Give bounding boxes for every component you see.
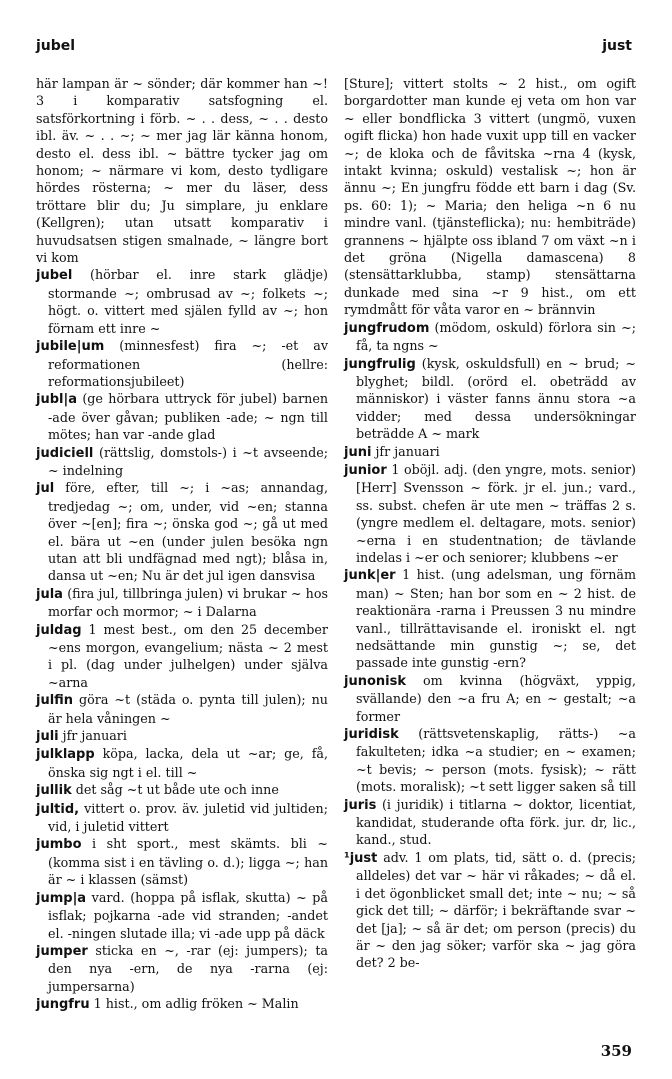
entry-headword: jubel xyxy=(36,268,73,284)
dictionary-entry xyxy=(344,566,636,671)
dictionary-entry xyxy=(344,319,636,355)
entry-headword: junk|er xyxy=(344,568,396,584)
running-head-left: jubel xyxy=(36,38,76,54)
dictionary-entry xyxy=(36,800,328,836)
right-column xyxy=(344,75,636,972)
left-column xyxy=(36,75,328,1014)
dictionary-entry xyxy=(36,390,328,443)
entry-definition: 1 mest best., om den 25 december ~ens morgon, evangelium; nästa ~ 2 mest i pl. (dag under julhelgen) under själva ~arna xyxy=(48,621,328,690)
entry-definition: (rättslig, domstols-) i ~t avseende; ~ indelning xyxy=(48,444,328,478)
entry-headword: jumper xyxy=(36,943,88,959)
entry-definition: köpa, lacka, dela ut ~ar; ge, få, önska sig ngt i el. till ~ xyxy=(48,746,328,780)
entry-definition: (i juridik) i titlarna ~ doktor, licentiat, kandidat, studerande ofta förk. jur. dr, lic., kand., stud. xyxy=(356,796,636,848)
dictionary-entry xyxy=(36,835,328,888)
dictionary-entry xyxy=(36,942,328,995)
entry-definition: (kysk, oskuldsfull) en ~ brud; ~ blyghet; bildl. (orörd el. obeträdd av människor) i väster fanns ännu stora ~a vidder; med dessa undersökningar beträdde A ~ mark xyxy=(356,355,636,442)
entry-headword: juldag xyxy=(36,622,82,638)
entry-definition: adv. 1 om plats, tid, sätt o. d. (precis; alldeles) det var ~ här vi råkades; ~ då el. i det ögonblicket small det; inte ~ nu; ~ så gick det till; ~ därför; i bekräftande svar ~ det [ja]; ~ så är det; om person (precis) du är ~ den jag söker; varför ska ~ jag göra det? 2 be- xyxy=(356,849,636,971)
dictionary-entry xyxy=(36,621,328,692)
entry-headword: juridisk xyxy=(344,727,399,743)
entry-definition: jfr januari xyxy=(62,728,127,744)
dictionary-entry xyxy=(344,725,636,796)
entry-definition: (fira jul, tillbringa julen) vi brukar ~ hos morfar och mormor; ~ i Dalarna xyxy=(48,585,328,620)
entry-definition: vittert o. prov. äv. juletid vid jultiden; vid, i juletid vittert xyxy=(48,800,328,835)
entry-definition: 1 hist., om adlig fröken ~ Malin xyxy=(93,996,299,1012)
page-number: 359 xyxy=(600,1042,632,1060)
dictionary-entry xyxy=(36,995,328,1013)
running-head-right: just xyxy=(602,38,632,54)
entry-definition: (ge hörbara uttryck för jubel) barnen -ade över gåvan; publiken -ade; ~ ngn till mötes; han var -ande glad xyxy=(48,391,328,443)
entry-headword: juli xyxy=(36,729,59,745)
dictionary-entry xyxy=(344,75,636,319)
dictionary-entry xyxy=(36,444,328,480)
entry-definition: 1 oböjl. adj. (den yngre, mots. senior) [Herr] Svensson ~ förk. jr el. jun.; vard., ss. subst. chefen är ute men ~ träffas 2 s. (yngre medlem el. deltagare, mots. senior) ~erna i en studentnation; de tävlande indelas i ~er och seniorer; klubbens ~er xyxy=(356,461,636,565)
dictionary-entry xyxy=(344,443,636,461)
dictionary-entry xyxy=(344,355,636,443)
entry-headword: jubl|a xyxy=(36,392,77,408)
entry-definition: (minnesfest) fira ~; -et av reformationen (hellre: reformationsjubileet) xyxy=(48,338,328,389)
dictionary-entry xyxy=(36,266,328,337)
entry-headword: jungfrudom xyxy=(344,320,430,336)
entry-headword: julklapp xyxy=(36,747,95,763)
dictionary-entry xyxy=(36,889,328,942)
entry-definition: jfr januari xyxy=(375,443,440,459)
entry-headword: judiciell xyxy=(36,445,94,461)
entry-headword: junonisk xyxy=(344,673,406,689)
dictionary-entry xyxy=(36,337,328,390)
dictionary-entry xyxy=(36,745,328,781)
dictionary-entry xyxy=(36,585,328,621)
entry-headword: jump|a xyxy=(36,890,87,906)
entry-headword: jubile|um xyxy=(36,339,105,355)
dictionary-entry xyxy=(36,75,328,266)
dictionary-entry xyxy=(36,479,328,584)
entry-headword: jungfrulig xyxy=(344,356,416,372)
entry-definition: före, efter, till ~; i ~as; annandag, tredjedag ~; om, under, vid ~en; stanna över ~[en]; fira ~; önska god ~; gå ut med el. bära ut ~en (under julen besöka ngn utan att bli undfägnad med ngt); blåsa in, dansa ut ~en; Nu är det jul igen dansvisa xyxy=(48,480,328,584)
entry-headword: jungfru xyxy=(36,997,90,1013)
dictionary-entry xyxy=(36,727,328,745)
dictionary-entry xyxy=(36,781,328,799)
dictionary-entry xyxy=(344,796,636,849)
entry-headword: juris xyxy=(344,797,377,813)
entry-definition: här lampan är ~ sönder; där kommer han ~! 3 i komparativ satsfogning el. satsförkortning i förb. ~ . . dess, ~ . . desto ibl. äv. ~ . . ~; ~ mer jag lär känna honom, desto el. dess ibl. ~ bättre tycker jag om honom; ~ närmare vi kom, desto tydligare hördes rösterna; ~ mer du läser, dess tröttare blir du; Ju simplare, ju enklare (Kellgren); utan utsatt komparativ i huvudsatsen stigen smalnade, ~ längre bort vi kom xyxy=(36,76,328,266)
entry-definition: om kvinna (högväxt, yppig, svällande) den ~a fru A; en ~ gestalt; ~a former xyxy=(356,672,636,724)
dictionary-entry xyxy=(36,691,328,727)
dictionary-entry xyxy=(344,849,636,972)
entry-definition: (hörbar el. inre stark glädje) stormande ~; ombrusad av ~; folkets ~; högt. o. vittert med själen fylld av ~; hon förnam ett inre ~ xyxy=(48,267,328,336)
entry-definition: vard. (hoppa på isflak, skutta) ~ på isflak; pojkarna -ade vid stranden; -andet el. -ningen slutade illa; vi -ade upp på däck xyxy=(48,889,328,941)
entry-definition: det såg ~t ut både ute och inne xyxy=(75,782,279,798)
entry-headword: jul xyxy=(36,481,55,497)
entry-headword: juni xyxy=(344,444,372,460)
entry-headword: jumbo xyxy=(36,837,82,853)
entry-headword: ¹just xyxy=(344,850,378,866)
entry-definition: [Sture]; vittert stolts ~ 2 hist., om ogift borgardotter man kunde ej veta om hon var ~ eller bondflicka 3 vittert (ungmö, vuxen ogift flicka) hon hade vuxit upp till en vacker ~; de kloka och de fåvitska ~rna 4 (kysk, intakt kvinna; oskuld) vestalisk ~; hon är ännu ~; En jungfru födde ett barn i dag (Sv. ps. 60: 1); ~ Maria; den heliga ~n 6 nu mindre vanl. (tjänsteflicka); nu: hembiträde) grannens ~ hjälpte oss ibland 7 om växt ~n i det gröna (Nigella damascena) 8 (stensättarklubba, stamp) stensättarna dunkade med sina ~r 9 hist., om ett rymdmått för våta varor en ~ brännvin xyxy=(344,76,636,318)
entry-definition: sticka en ~, -rar (ej: jumpers); ta den nya -ern, de nya -rarna (ej: jumpersarna) xyxy=(48,942,328,994)
dictionary-entry xyxy=(344,461,636,566)
entry-headword: jultid, xyxy=(36,801,80,817)
entry-definition: (rättsvetenskaplig, rätts-) ~a fakulteten; idka ~a studier; en ~ examen; ~t bevis; ~ person (mots. fysisk); ~ rätt (mots. moralisk); ~t sett ligger saken så till xyxy=(356,726,636,795)
entry-headword: julfin xyxy=(36,693,74,709)
entry-definition: göra ~t (städa o. pynta till julen); nu är hela våningen ~ xyxy=(48,692,328,726)
entry-headword: junior xyxy=(344,462,387,478)
entry-headword: jullik xyxy=(36,783,72,799)
dictionary-entry xyxy=(344,672,636,725)
entry-definition: (mödom, oskuld) förlora sin ~; få, ta ngns ~ xyxy=(356,319,636,354)
entry-definition: i sht sport., mest skämts. bli ~ (komma sist i en tävling o. d.); ligga ~; han är ~ i klassen (sämst) xyxy=(48,836,328,888)
entry-headword: jula xyxy=(36,586,63,602)
entry-definition: 1 hist. (ung adelsman, ung förnäm man) ~ Sten; han bor som en ~ 2 hist. de reaktionära -rarna i Preussen 3 nu mindre vanl., tillrättavisande el. ironiskt el. ngt nedsättande min gunstig ~; se, det passade inte gunstig -ern? xyxy=(356,567,636,671)
